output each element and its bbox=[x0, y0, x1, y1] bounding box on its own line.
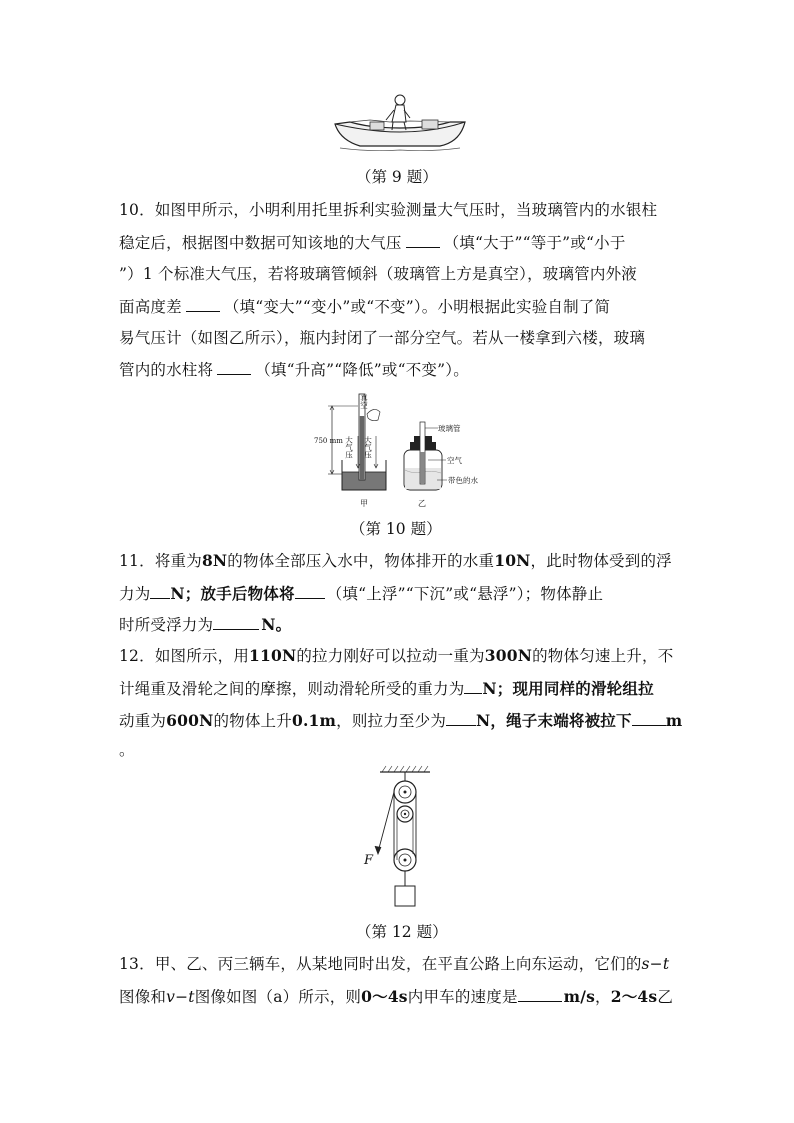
answer-blank[interactable] bbox=[406, 232, 440, 248]
height-label: 750 mm bbox=[314, 437, 343, 445]
force-label: F bbox=[364, 853, 374, 868]
q13-line-2: 图像和v−t图像如图（a）所示，则0～4s内甲车的速度是 m/s，2～4s乙 bbox=[119, 987, 674, 1006]
pulley-figure bbox=[360, 764, 450, 914]
q10-line-2: 稳定后，根据图中数据可知该地的大气压 （填“大于”“等于”或“小于 bbox=[119, 234, 626, 252]
answer-blank[interactable] bbox=[464, 678, 482, 694]
q11-line-3: 时所受浮力为 N。 bbox=[119, 615, 292, 634]
q12-line-1: 12．如图所示，用110N的拉力刚好可以拉动一重为300N的物体匀速上升，不 bbox=[119, 646, 674, 665]
figure-caption-q12: （第 12 题） bbox=[356, 923, 448, 941]
pressure-label-left: 大气压 bbox=[344, 436, 354, 459]
answer-blank[interactable] bbox=[518, 986, 562, 1002]
q10-line-3: ”）1 个标准大气压，若将玻璃管倾斜（玻璃管上方是真空），玻璃管内外液 bbox=[119, 265, 637, 283]
tube-label: 玻璃管 bbox=[438, 424, 461, 433]
label-jia: 甲 bbox=[360, 499, 368, 508]
q12-line-3: 动重为600N的物体上升0.1m，则拉力至少为 N，绳子末端将被拉下 m bbox=[119, 711, 683, 730]
answer-blank[interactable] bbox=[213, 614, 259, 630]
answer-blank[interactable] bbox=[186, 296, 220, 312]
pressure-label-right: 大气压 bbox=[363, 436, 373, 459]
barometer-figure bbox=[312, 384, 497, 512]
label-yi: 乙 bbox=[418, 499, 426, 508]
answer-blank[interactable] bbox=[217, 359, 251, 375]
figure-caption-q10: （第 10 题） bbox=[350, 520, 442, 538]
q12-line-2: 计绳重及滑轮之间的摩擦，则动滑轮所受的重力为 N；现用同样的滑轮组拉 bbox=[119, 679, 654, 698]
q10-line-4: 面高度差 （填“变大”“变小”或“不变”）。小明根据此实验自制了简 bbox=[119, 298, 611, 316]
q11-line-2: 力为 N；放手后物体将 （填“上浮”“下沉”或“悬浮”）；物体静止 bbox=[119, 584, 604, 603]
answer-blank[interactable] bbox=[295, 583, 325, 599]
answer-blank[interactable] bbox=[632, 710, 666, 726]
water-label: 带色的水 bbox=[448, 476, 478, 485]
boat-figure bbox=[330, 92, 470, 154]
figure-caption-q9: （第 9 题） bbox=[356, 168, 438, 186]
q12-line-4: 。 bbox=[119, 741, 135, 759]
vacuum-label: 真空 bbox=[359, 394, 369, 409]
q10-line-1: 10．如图甲所示，小明利用托里拆利实验测量大气压时，当玻璃管内的水银柱 bbox=[119, 201, 658, 219]
q10-line-6: 管内的水柱将 （填“升高”“降低”或“不变”）。 bbox=[119, 361, 469, 379]
air-label: 空气 bbox=[447, 456, 462, 465]
answer-blank[interactable] bbox=[150, 583, 170, 599]
q10-line-5: 易气压计（如图乙所示），瓶内封闭了一部分空气。若从一楼拿到六楼，玻璃 bbox=[119, 329, 646, 347]
answer-blank[interactable] bbox=[446, 710, 476, 726]
q13-line-1: 13．甲、乙、丙三辆车，从某地同时出发，在平直公路上向东运动，它们的s−t bbox=[119, 955, 670, 973]
q11-line-1: 11．将重为8N的物体全部压入水中，物体排开的水重10N，此时物体受到的浮 bbox=[119, 551, 672, 570]
